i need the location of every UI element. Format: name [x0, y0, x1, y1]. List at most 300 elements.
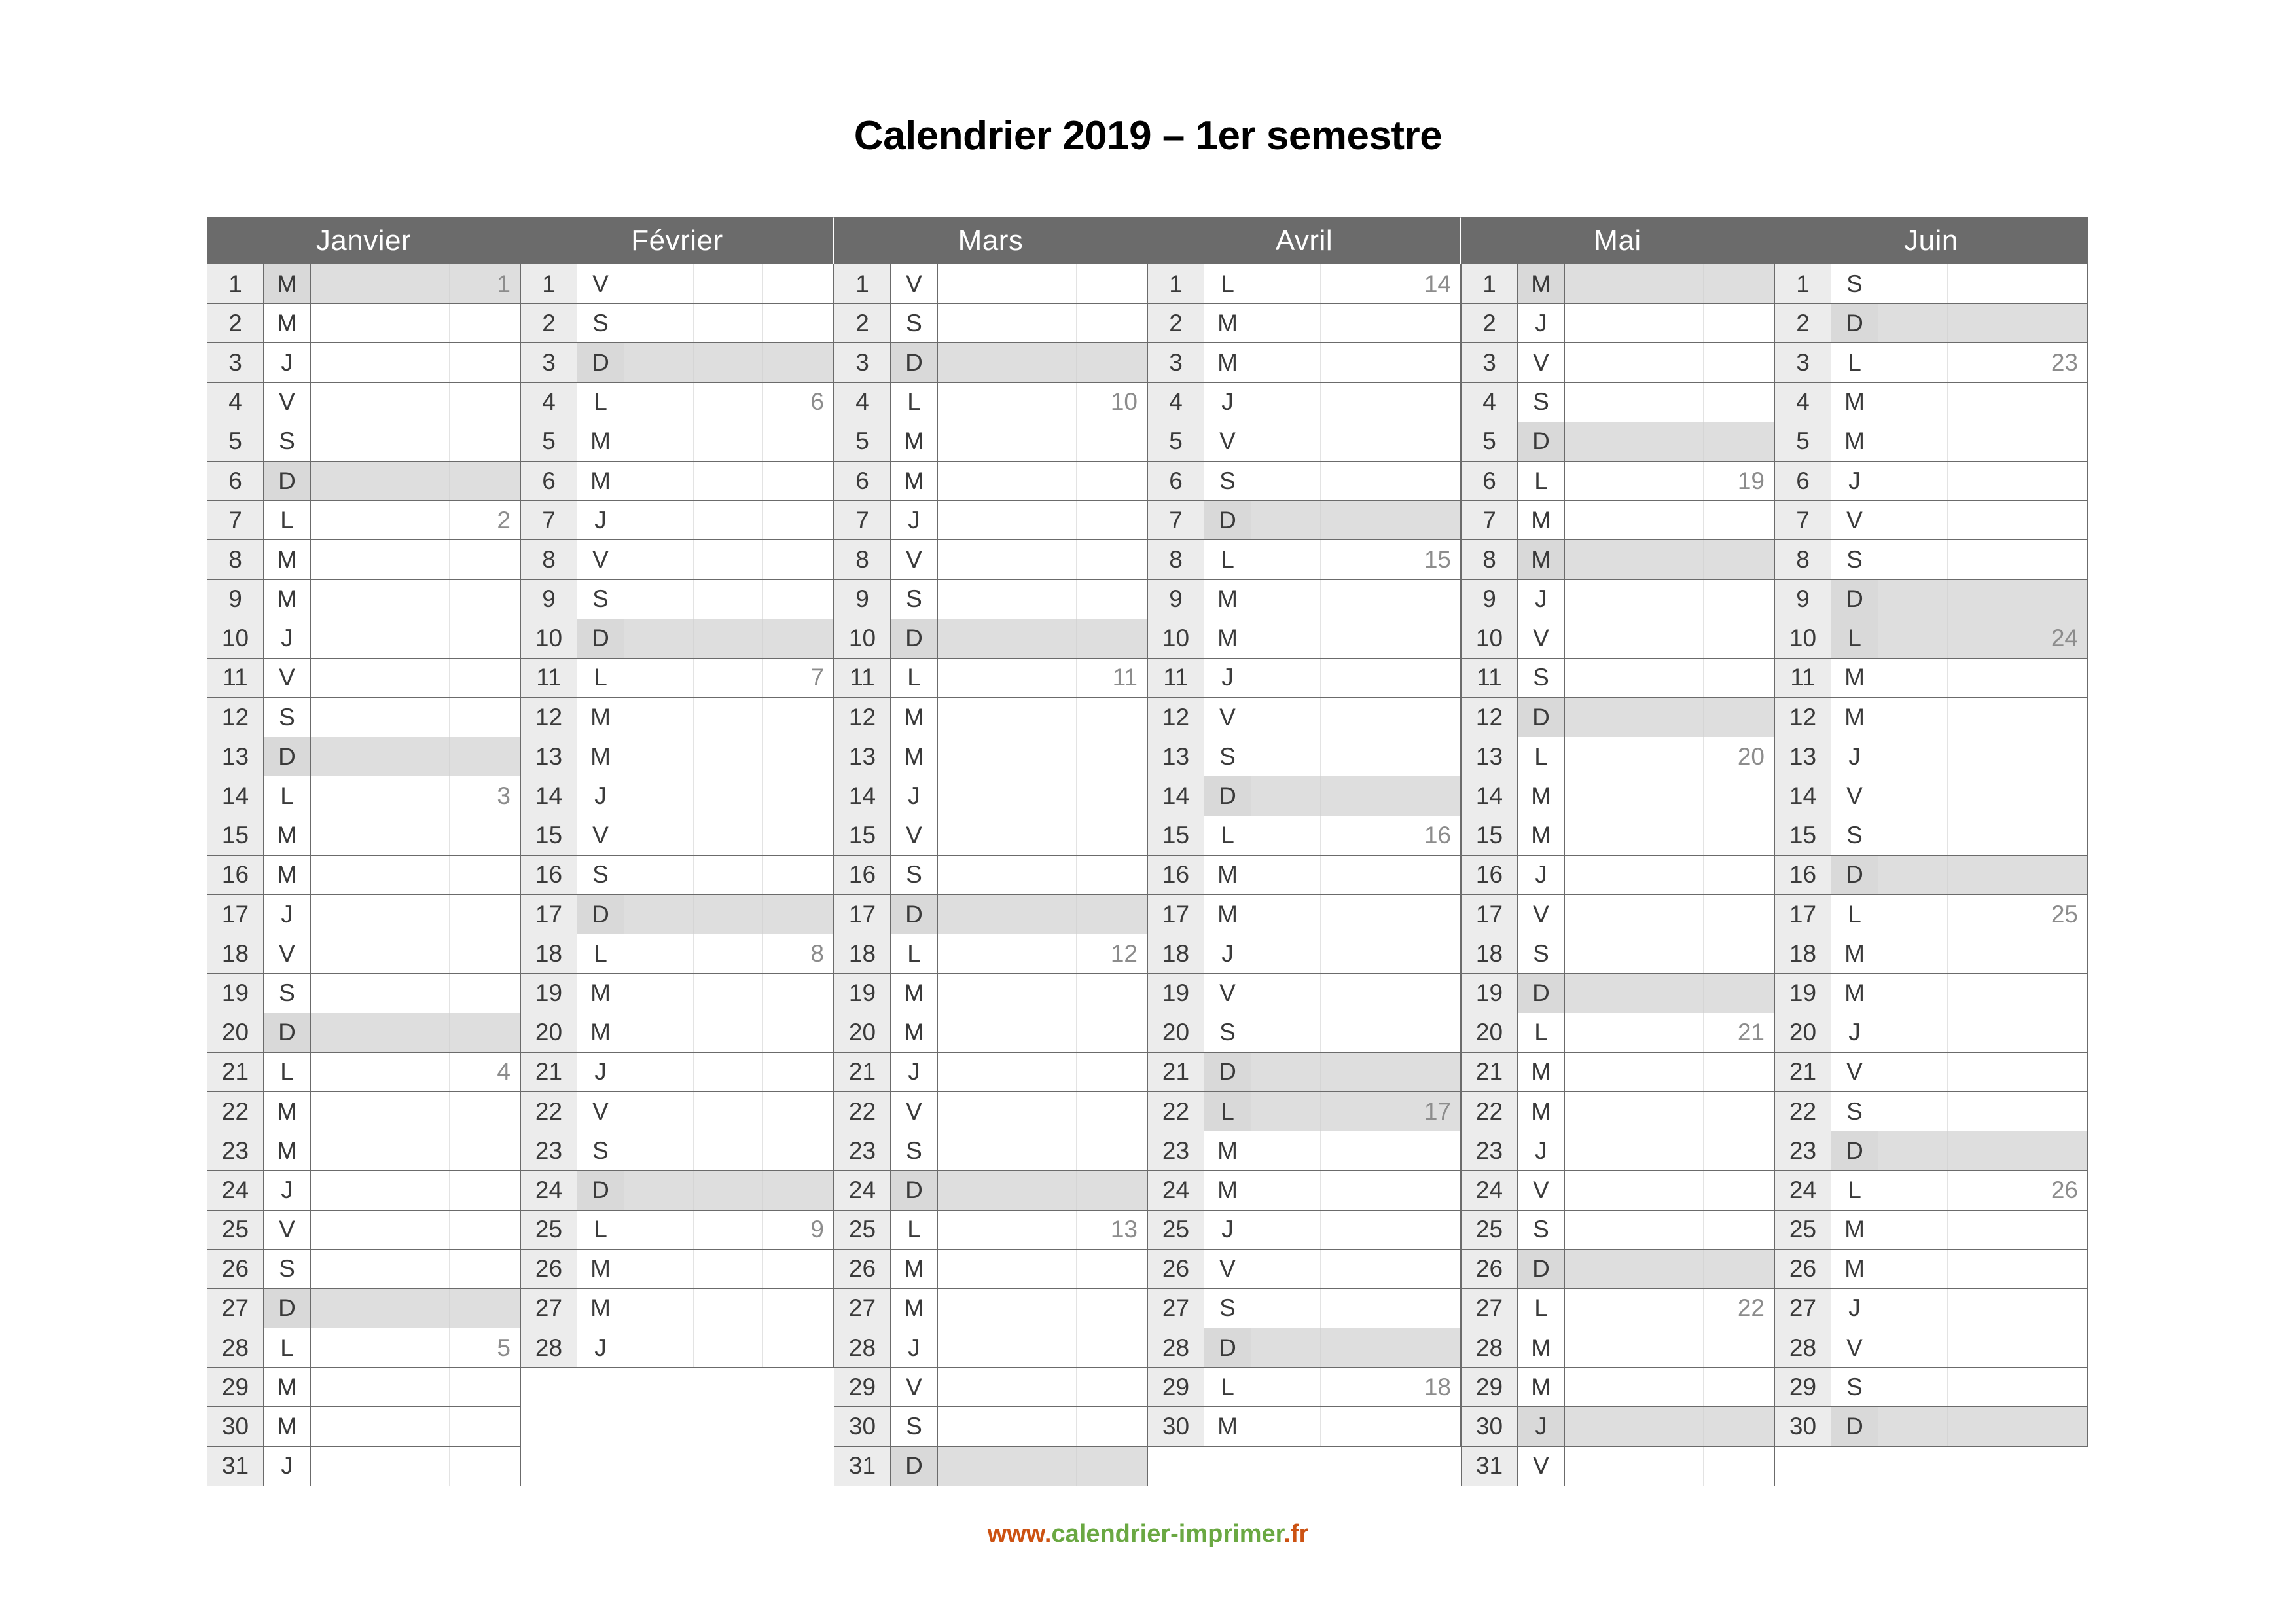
week-number-cell[interactable] — [938, 1407, 1147, 1446]
week-number-cell[interactable] — [938, 501, 1147, 539]
week-number-cell[interactable] — [1251, 619, 1461, 658]
day-number-cell: 6 — [1775, 462, 1831, 500]
week-number-cell[interactable] — [624, 1250, 834, 1288]
week-number-cell[interactable] — [1565, 501, 1774, 539]
day-number-cell: 24 — [1462, 1171, 1518, 1209]
day-row — [521, 659, 834, 698]
day-number-cell: 19 — [834, 974, 891, 1012]
day-number-cell: 29 — [1462, 1368, 1518, 1406]
day-row — [1462, 501, 1774, 540]
week-number-cell[interactable] — [311, 1013, 520, 1052]
week-number-cell[interactable] — [311, 698, 520, 737]
day-letter-cell: D — [577, 343, 624, 382]
week-number-cell[interactable] — [1565, 698, 1774, 737]
day-row — [207, 1092, 520, 1131]
week-number-cell[interactable] — [1878, 816, 2088, 855]
footer-url[interactable] — [0, 1520, 2296, 1548]
day-row — [834, 934, 1147, 974]
day-letter-cell: S — [1204, 737, 1251, 776]
week-number-cell[interactable] — [938, 895, 1147, 934]
week-number-cell[interactable] — [624, 1171, 834, 1209]
week-number-cell[interactable]: 9 — [624, 1211, 834, 1249]
week-number-cell[interactable]: 1 — [311, 264, 520, 303]
week-number-cell[interactable] — [938, 974, 1147, 1012]
day-letter-cell: M — [577, 1289, 624, 1328]
week-number-cell[interactable] — [938, 1131, 1147, 1170]
week-number-cell[interactable] — [1878, 1013, 2088, 1052]
week-number-cell[interactable] — [1251, 974, 1461, 1012]
week-number-cell[interactable] — [1565, 1328, 1774, 1367]
week-number-cell[interactable] — [1565, 1250, 1774, 1288]
week-number-cell[interactable] — [311, 1289, 520, 1328]
week-number-cell[interactable]: 17 — [1251, 1092, 1461, 1131]
day-number-cell: 13 — [1775, 737, 1831, 776]
day-letter-cell: S — [891, 1407, 938, 1446]
day-letter-cell: S — [1518, 1211, 1565, 1249]
day-letter-cell: S — [1831, 816, 1878, 855]
day-row — [1462, 974, 1774, 1013]
day-number-cell: 30 — [1148, 1407, 1204, 1446]
day-letter-cell: J — [1518, 580, 1565, 619]
day-letter-cell: D — [577, 619, 624, 658]
week-number-cell[interactable] — [1565, 383, 1774, 422]
month-block-février — [520, 217, 834, 1486]
week-number-cell[interactable] — [1878, 264, 2088, 303]
day-number-cell: 7 — [207, 501, 264, 539]
day-letter-cell: V — [1518, 619, 1565, 658]
day-number-cell: 15 — [834, 816, 891, 855]
day-number-cell: 7 — [834, 501, 891, 539]
day-row — [1462, 462, 1774, 501]
week-number-cell[interactable] — [311, 580, 520, 619]
week-number-cell[interactable] — [1878, 304, 2088, 342]
week-number-cell[interactable] — [1878, 1092, 2088, 1131]
week-number-cell[interactable] — [1251, 580, 1461, 619]
week-number-cell[interactable] — [938, 462, 1147, 500]
week-number-cell[interactable] — [938, 422, 1147, 461]
day-row — [834, 1131, 1147, 1171]
day-letter-cell: M — [1204, 856, 1251, 894]
week-number-cell[interactable] — [624, 540, 834, 579]
month-header: Mars — [834, 217, 1147, 264]
week-number-cell[interactable] — [311, 659, 520, 697]
week-number-cell[interactable] — [311, 1092, 520, 1131]
day-letter-cell: L — [577, 934, 624, 973]
week-number-cell[interactable]: 15 — [1251, 540, 1461, 579]
week-number-cell[interactable] — [1565, 264, 1774, 303]
week-number-cell[interactable] — [1878, 1328, 2088, 1367]
week-number-cell[interactable] — [1565, 934, 1774, 973]
week-number-cell[interactable] — [1565, 304, 1774, 342]
month-rows — [1147, 264, 1461, 1486]
week-number-cell[interactable] — [1878, 1053, 2088, 1091]
week-number-cell[interactable] — [311, 343, 520, 382]
week-number-cell[interactable] — [311, 737, 520, 776]
day-number-cell: 28 — [1775, 1328, 1831, 1367]
week-number-cell[interactable] — [1251, 304, 1461, 342]
week-number-cell[interactable]: 19 — [1565, 462, 1774, 500]
week-number-cell[interactable] — [1878, 698, 2088, 737]
week-number-cell[interactable] — [1878, 776, 2088, 815]
week-number-cell[interactable] — [1878, 1407, 2088, 1446]
week-number-cell[interactable] — [1878, 1368, 2088, 1406]
week-number-cell[interactable] — [624, 1131, 834, 1170]
week-number-cell[interactable] — [938, 1368, 1147, 1406]
day-row — [1775, 856, 2088, 895]
week-number-cell[interactable] — [938, 540, 1147, 579]
week-number-cell[interactable] — [311, 1211, 520, 1249]
week-number-cell[interactable] — [1565, 1053, 1774, 1091]
day-row — [1775, 1328, 2088, 1368]
week-number-cell[interactable] — [1565, 1092, 1774, 1131]
day-row — [1775, 1171, 2088, 1210]
week-number-cell[interactable] — [1565, 422, 1774, 461]
week-number-cell[interactable] — [1878, 1250, 2088, 1288]
day-row — [1462, 1407, 1774, 1446]
week-number-cell[interactable] — [311, 1250, 520, 1288]
week-number-cell[interactable] — [624, 619, 834, 658]
week-number-cell[interactable] — [1251, 895, 1461, 934]
week-number-cell[interactable] — [624, 343, 834, 382]
week-number-cell[interactable] — [624, 501, 834, 539]
week-number-cell[interactable] — [938, 816, 1147, 855]
day-number-cell: 21 — [1775, 1053, 1831, 1091]
week-number-cell[interactable] — [1251, 1053, 1461, 1091]
week-number-cell[interactable] — [1565, 895, 1774, 934]
week-number-cell[interactable] — [1251, 1289, 1461, 1328]
day-letter-cell: V — [577, 540, 624, 579]
week-number-cell[interactable] — [1251, 1211, 1461, 1249]
day-number-cell: 29 — [1148, 1368, 1204, 1406]
day-row — [834, 856, 1147, 895]
week-number-cell[interactable]: 3 — [311, 776, 520, 815]
week-number-cell[interactable] — [1251, 1250, 1461, 1288]
week-number-cell[interactable] — [1878, 1131, 2088, 1170]
week-number-cell[interactable]: 13 — [938, 1211, 1147, 1249]
week-number-cell[interactable] — [624, 462, 834, 500]
day-number-cell: 16 — [834, 856, 891, 894]
week-number-cell[interactable] — [938, 1013, 1147, 1052]
day-row — [834, 1053, 1147, 1092]
day-number-cell: 1 — [1775, 264, 1831, 303]
day-row — [1148, 1171, 1461, 1210]
week-number-cell[interactable] — [1878, 501, 2088, 539]
week-number-cell[interactable] — [938, 1250, 1147, 1288]
week-number-cell[interactable]: 18 — [1251, 1368, 1461, 1406]
day-letter-cell: V — [577, 816, 624, 855]
week-number-cell[interactable] — [938, 580, 1147, 619]
day-number-cell: 8 — [521, 540, 577, 579]
day-number-cell: 13 — [521, 737, 577, 776]
week-number-cell[interactable]: 22 — [1565, 1289, 1774, 1328]
week-number-cell[interactable] — [624, 264, 834, 303]
month-block-avril — [1147, 217, 1461, 1486]
day-number-cell: 15 — [1775, 816, 1831, 855]
week-number-cell[interactable] — [1251, 462, 1461, 500]
week-number-cell[interactable]: 11 — [938, 659, 1147, 697]
week-number-cell[interactable] — [1878, 580, 2088, 619]
week-number-cell[interactable] — [624, 1092, 834, 1131]
week-number-cell[interactable] — [311, 1131, 520, 1170]
week-number-cell[interactable] — [938, 619, 1147, 658]
week-number-cell[interactable] — [938, 737, 1147, 776]
week-number-cell[interactable]: 7 — [624, 659, 834, 697]
week-number-cell[interactable] — [1251, 698, 1461, 737]
day-letter-cell: D — [1204, 776, 1251, 815]
day-number-cell: 16 — [207, 856, 264, 894]
week-number-cell[interactable] — [311, 934, 520, 973]
week-number-cell[interactable] — [624, 698, 834, 737]
day-letter-cell: J — [1204, 1211, 1251, 1249]
week-number-cell[interactable] — [1878, 462, 2088, 500]
day-number-cell — [521, 1368, 577, 1407]
page-title: Calendrier 2019 – 1er semestre — [853, 113, 1443, 158]
week-number-cell[interactable]: 16 — [1251, 816, 1461, 855]
week-number-cell[interactable] — [1565, 1131, 1774, 1170]
week-number-cell[interactable] — [1878, 934, 2088, 973]
week-number-cell[interactable] — [311, 1171, 520, 1209]
week-number-cell[interactable] — [311, 422, 520, 461]
day-row — [1148, 383, 1461, 422]
week-number-cell[interactable] — [311, 619, 520, 658]
week-number-cell[interactable]: 25 — [1878, 895, 2088, 934]
day-row — [834, 659, 1147, 698]
week-number-cell[interactable] — [624, 422, 834, 461]
day-row — [207, 1013, 520, 1053]
week-number-cell[interactable] — [1878, 737, 2088, 776]
day-number-cell: 4 — [1775, 383, 1831, 422]
week-number-cell[interactable] — [1565, 659, 1774, 697]
day-letter-cell: J — [264, 895, 311, 934]
day-letter-cell: S — [891, 856, 938, 894]
day-number-cell: 18 — [521, 934, 577, 973]
week-number-cell[interactable] — [1878, 1211, 2088, 1249]
day-letter-cell: V — [1204, 1250, 1251, 1288]
week-number-cell[interactable] — [938, 1171, 1147, 1209]
week-number-cell[interactable] — [624, 816, 834, 855]
week-number-cell[interactable] — [311, 462, 520, 500]
week-number-cell[interactable] — [1251, 383, 1461, 422]
day-number-cell: 10 — [1775, 619, 1831, 658]
week-number-cell[interactable] — [1251, 934, 1461, 973]
month-block-mai — [1461, 217, 1774, 1486]
day-letter-cell: M — [891, 698, 938, 737]
week-number-cell[interactable] — [938, 698, 1147, 737]
day-number-cell: 20 — [521, 1013, 577, 1052]
week-number-cell[interactable] — [938, 1289, 1147, 1328]
week-number-cell[interactable] — [1565, 343, 1774, 382]
day-number-cell: 13 — [1462, 737, 1518, 776]
week-number-cell[interactable] — [311, 383, 520, 422]
week-number-cell[interactable] — [624, 304, 834, 342]
week-number-cell[interactable] — [1565, 1368, 1774, 1406]
week-number-cell[interactable] — [311, 1407, 520, 1446]
day-letter-cell: D — [264, 1289, 311, 1328]
day-letter-cell: L — [1518, 462, 1565, 500]
week-number-cell[interactable] — [938, 304, 1147, 342]
week-number-cell[interactable] — [1878, 383, 2088, 422]
day-number-cell — [521, 1447, 577, 1486]
day-number-cell: 13 — [207, 737, 264, 776]
week-number-cell[interactable] — [624, 974, 834, 1012]
day-letter-cell: M — [1204, 304, 1251, 342]
day-number-cell: 16 — [521, 856, 577, 894]
day-number-cell: 8 — [1775, 540, 1831, 579]
day-row — [521, 422, 834, 462]
day-letter-cell: D — [1831, 580, 1878, 619]
month-rows — [207, 264, 520, 1486]
week-number-cell[interactable] — [311, 540, 520, 579]
week-number-cell[interactable] — [1878, 974, 2088, 1012]
day-letter-cell: S — [1518, 934, 1565, 973]
week-number-cell[interactable] — [1251, 737, 1461, 776]
week-number-cell[interactable] — [938, 856, 1147, 894]
week-number-cell[interactable] — [311, 1368, 520, 1406]
week-number-cell[interactable] — [1878, 1289, 2088, 1328]
week-number-cell[interactable] — [311, 1447, 520, 1486]
week-number-cell[interactable]: 4 — [311, 1053, 520, 1091]
day-number-cell: 12 — [207, 698, 264, 737]
week-number-cell[interactable] — [1251, 501, 1461, 539]
day-letter-cell: M — [577, 698, 624, 737]
week-number-cell[interactable] — [1565, 1211, 1774, 1249]
week-number-cell[interactable] — [1878, 659, 2088, 697]
week-number-cell[interactable] — [311, 304, 520, 342]
day-letter-cell: J — [1518, 1131, 1565, 1170]
week-number-cell[interactable]: 6 — [624, 383, 834, 422]
week-number-cell[interactable] — [624, 856, 834, 894]
day-row — [207, 343, 520, 382]
week-number-cell[interactable] — [1565, 856, 1774, 894]
day-letter-cell: M — [577, 1250, 624, 1288]
week-number-cell[interactable] — [624, 1013, 834, 1052]
week-number-cell[interactable]: 24 — [1878, 619, 2088, 658]
week-number-cell[interactable] — [624, 895, 834, 934]
day-number-cell: 17 — [521, 895, 577, 934]
day-letter-cell: V — [264, 659, 311, 697]
week-number-cell[interactable] — [938, 1328, 1147, 1367]
day-letter-cell: D — [577, 1171, 624, 1209]
week-number-cell[interactable] — [311, 895, 520, 934]
day-row — [834, 1250, 1147, 1289]
day-number-cell: 20 — [1462, 1013, 1518, 1052]
day-letter-cell — [577, 1368, 624, 1407]
day-row — [207, 934, 520, 974]
week-number-cell[interactable] — [1565, 1407, 1774, 1446]
week-number-cell[interactable] — [1878, 856, 2088, 894]
week-number-cell[interactable] — [1251, 1013, 1461, 1052]
week-number-cell[interactable] — [1251, 776, 1461, 815]
week-number-cell[interactable] — [311, 974, 520, 1012]
week-number-cell[interactable] — [1251, 422, 1461, 461]
week-number-cell[interactable] — [624, 1289, 834, 1328]
week-number-cell[interactable] — [938, 264, 1147, 303]
day-letter-cell: S — [891, 304, 938, 342]
day-row — [1775, 1013, 2088, 1053]
week-number-cell[interactable] — [1878, 540, 2088, 579]
week-number-cell[interactable] — [1251, 659, 1461, 697]
week-number-cell[interactable] — [938, 1447, 1147, 1486]
week-number-cell[interactable] — [1251, 1328, 1461, 1367]
week-number-cell[interactable] — [624, 1328, 834, 1367]
day-letter-cell: V — [577, 1092, 624, 1131]
week-number-cell[interactable] — [1565, 816, 1774, 855]
day-number-cell — [521, 1407, 577, 1446]
week-number-cell[interactable]: 5 — [311, 1328, 520, 1367]
week-number-cell[interactable]: 14 — [1251, 264, 1461, 303]
week-number-cell[interactable] — [938, 343, 1147, 382]
day-row — [207, 422, 520, 462]
week-number-cell[interactable]: 2 — [311, 501, 520, 539]
day-row — [207, 619, 520, 659]
day-number-cell: 28 — [1462, 1328, 1518, 1367]
day-row — [521, 501, 834, 540]
week-number-cell[interactable] — [624, 776, 834, 815]
day-letter-cell: J — [1831, 462, 1878, 500]
day-number-cell: 7 — [521, 501, 577, 539]
day-row — [1775, 1092, 2088, 1131]
day-number-cell: 29 — [834, 1368, 891, 1406]
day-row — [1148, 698, 1461, 737]
week-number-cell[interactable] — [1251, 1171, 1461, 1209]
day-row — [1775, 304, 2088, 343]
week-number-cell[interactable] — [938, 1092, 1147, 1131]
week-number-cell[interactable]: 20 — [1565, 737, 1774, 776]
week-number-cell[interactable] — [624, 737, 834, 776]
week-number-cell[interactable]: 26 — [1878, 1171, 2088, 1209]
day-letter-cell: D — [1518, 422, 1565, 461]
week-number-cell[interactable] — [1565, 540, 1774, 579]
week-number-cell[interactable] — [624, 1053, 834, 1091]
week-number-cell[interactable] — [311, 816, 520, 855]
day-row — [1148, 343, 1461, 382]
day-number-cell: 12 — [834, 698, 891, 737]
week-number-cell[interactable] — [1565, 776, 1774, 815]
week-number-cell[interactable] — [624, 580, 834, 619]
week-number-cell[interactable] — [938, 1053, 1147, 1091]
week-number-cell[interactable] — [1251, 1407, 1461, 1446]
week-number-cell[interactable]: 8 — [624, 934, 834, 973]
week-number-cell[interactable]: 10 — [938, 383, 1147, 422]
week-number-cell[interactable] — [1565, 580, 1774, 619]
week-number-cell[interactable] — [311, 856, 520, 894]
day-row — [1148, 422, 1461, 462]
day-number-cell: 5 — [207, 422, 264, 461]
week-number-cell[interactable] — [1251, 1131, 1461, 1170]
day-number-cell: 7 — [1775, 501, 1831, 539]
day-number-cell: 26 — [521, 1250, 577, 1288]
week-number-cell[interactable] — [1565, 619, 1774, 658]
week-number-cell[interactable] — [1565, 1447, 1774, 1486]
week-number-cell[interactable] — [1251, 343, 1461, 382]
week-number-cell[interactable]: 23 — [1878, 343, 2088, 382]
day-number-cell: 26 — [1148, 1250, 1204, 1288]
day-row — [834, 698, 1147, 737]
day-letter-cell: L — [1204, 816, 1251, 855]
day-row — [834, 264, 1147, 304]
day-row — [1148, 1053, 1461, 1092]
week-number-cell[interactable]: 12 — [938, 934, 1147, 973]
day-number-cell: 9 — [1148, 580, 1204, 619]
day-number-cell: 7 — [1462, 501, 1518, 539]
week-number-cell[interactable] — [1251, 856, 1461, 894]
week-number-cell[interactable] — [1878, 422, 2088, 461]
week-number-cell[interactable]: 21 — [1565, 1013, 1774, 1052]
calendar-grid — [207, 217, 2088, 1486]
week-number-cell[interactable] — [1565, 974, 1774, 1012]
week-number-cell[interactable] — [1565, 1171, 1774, 1209]
week-number-cell[interactable] — [938, 776, 1147, 815]
